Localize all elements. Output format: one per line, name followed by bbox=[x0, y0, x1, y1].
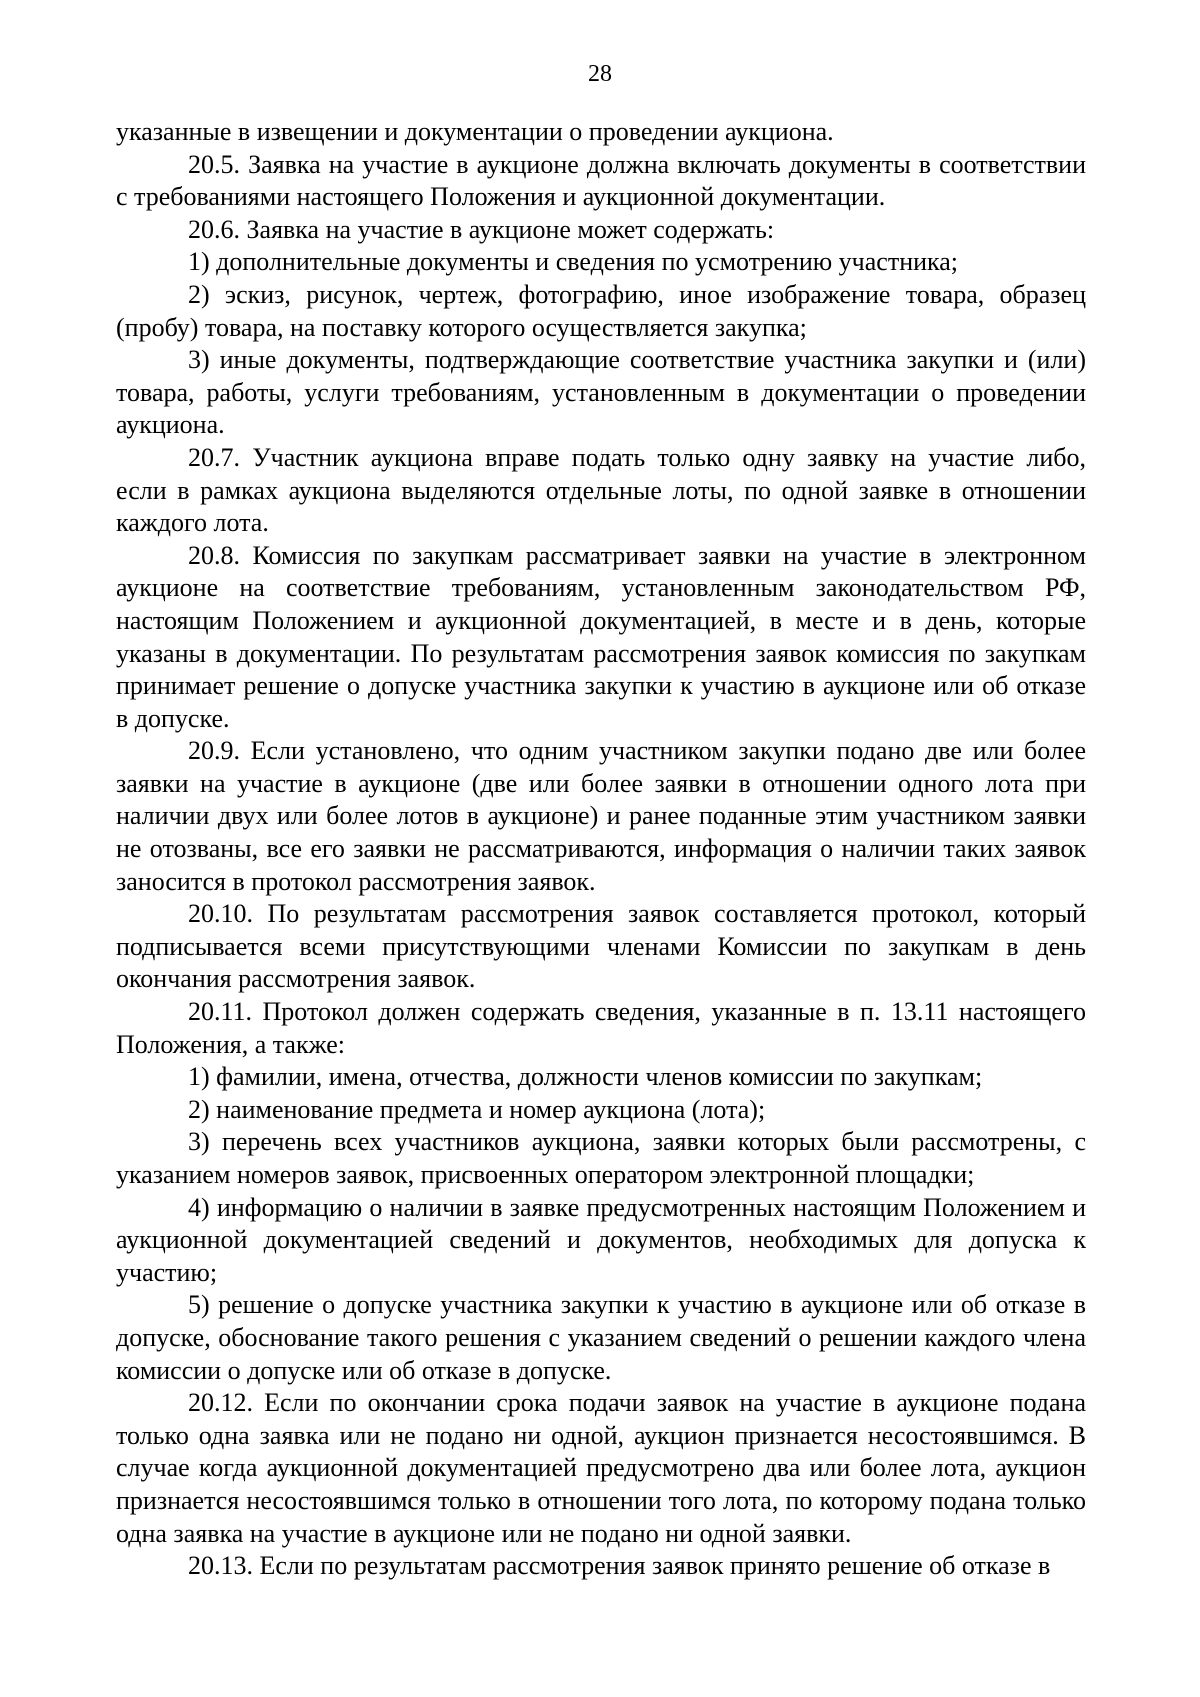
paragraph: 20.5. Заявка на участие в аукционе должна включать документы в соответствии с требованиями настоящего Положения и аукционной документации. bbox=[116, 149, 1086, 212]
list-item: 2) наименование предмета и номер аукциона (лота); bbox=[188, 1094, 766, 1124]
paragraph: 20.8. Комиссия по закупкам рассматривает заявки на участие в электронном аукционе на соответствие требованиям, установленным законодательством РФ, настоящим Положением и аукционной документацией, в месте и в день, которые указаны в документации. По результатам рассмотрения заявок комиссия по закупкам принимает решение о допуске участника закупки к участию в аукционе или об отказе в допуске. bbox=[116, 540, 1086, 733]
list-item: 3) иные документы, подтверждающие соответствие участника закупки и (или) товара, работы, услуги требованиям, установленным в документации о проведении аукциона. bbox=[116, 345, 1086, 440]
paragraph: 20.11. Протокол должен содержать сведения, указанные в п. 13.11 настоящего Положения, а также: bbox=[116, 997, 1086, 1059]
list-item: 3) перечень всех участников аукциона, заявки которых были рассмотрены, с указанием номеров заявок, присвоенных оператором электронной площадки; bbox=[116, 1127, 1086, 1189]
paragraph: 20.10. По результатам рассмотрения заявок составляется протокол, который подписывается всеми присутствующими членами Комиссии по закупкам в день окончания рассмотрения заявок. bbox=[116, 899, 1086, 994]
page-number: 28 bbox=[588, 61, 612, 87]
paragraph: 20.6. Заявка на участие в аукционе может содержать: bbox=[188, 214, 775, 244]
list-item: 1) дополнительные документы и сведения по усмотрению участника; bbox=[188, 247, 959, 277]
list-item: 2) эскиз, рисунок, чертеж, фотографию, иное изображение товара, образец (пробу) товара, на поставку которого осуществляется закупка; bbox=[116, 279, 1086, 342]
document-body bbox=[116, 116, 1086, 1583]
paragraph: 20.9. Если установлено, что одним участником закупки подано две или более заявки на участие в аукционе (две или более заявки в отношении одного лота при наличии двух или более лотов в аукционе) и ранее поданные этим участником заявки не отозваны, все его заявки не рассматриваются, информация о наличии таких заявок заносится в протокол рассмотрения заявок. bbox=[116, 736, 1086, 896]
paragraph: указанные в извещении и документации о проведении аукциона. bbox=[116, 117, 834, 146]
paragraph: 20.13. Если по результатам рассмотрения заявок принято решение об отказе в bbox=[188, 1551, 1051, 1581]
paragraph: 20.12. Если по окончании срока подачи заявок на участие в аукционе подана только одна заявка или не подано ни одной, аукцион признается несостоявшимся. В случае когда аукционной документацией предусмотрено два или более лота, аукцион признается несостоявшимся только в отношении того лота, по которому подана только одна заявка на участие в аукционе или не подано ни одной заявки. bbox=[116, 1388, 1086, 1548]
list-item: 1) фамилии, имена, отчества, должности членов комиссии по закупкам; bbox=[188, 1062, 983, 1092]
paragraph: 20.7. Участник аукциона вправе подать только одну заявку на участие либо, если в рамках аукциона выделяются отдельные лоты, по одной заявке в отношении каждого лота. bbox=[116, 442, 1086, 538]
list-item: 4) информацию о наличии в заявке предусмотренных настоящим Положением и аукционной документацией сведений и документов, необходимых для допуска к участию; bbox=[116, 1192, 1086, 1287]
list-item: 5) решение о допуске участника закупки к участию в аукционе или об отказе в допуске, обоснование такого решения с указанием сведений о решении каждого члена комиссии о допуске или об отказе в допуске. bbox=[116, 1290, 1086, 1385]
